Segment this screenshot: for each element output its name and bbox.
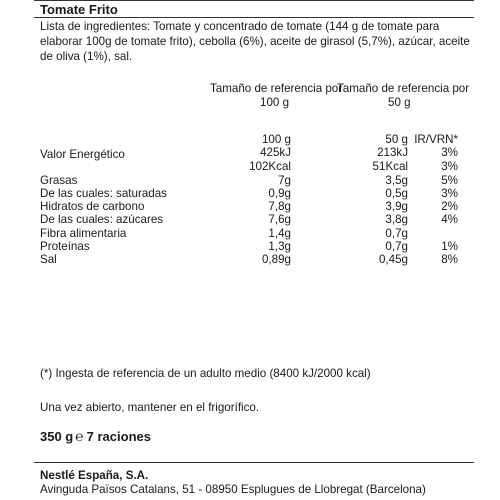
row-label: Sal [40,253,57,266]
title-rule [34,17,474,18]
storage-instructions: Una vez abierto, mantener en el frigorífico. [40,401,260,414]
row-value-100g: 7,6g [268,213,291,226]
row-value-100g: 102Kcal [249,160,291,173]
product-title: Tomate Frito [40,2,118,17]
divider [34,462,474,463]
row-value-ir: 1% [441,240,458,253]
row-value-ir: 3% [441,146,458,159]
row-label: De las cuales: saturadas [40,187,167,200]
row-label: Hidratos de carbono [40,200,145,213]
row-label: Fibra alimentaria [40,227,127,240]
row-value-50g: 0,7g [385,227,408,240]
company-name: Nestlé España, S.A. [40,469,149,482]
header-ref-50: Tamaño de referencia por [337,82,470,95]
company-address: Avinguda Països Catalans, 51 - 08950 Esplugues de Llobregat (Barcelona) [40,483,426,496]
row-value-ir: 8% [441,253,458,266]
row-value-50g: 213kJ [377,146,408,159]
row-value-100g: 0,89g [261,253,291,266]
row-value-100g: 7,8g [268,200,291,213]
row-value-100g: 0,9g [268,187,291,200]
subheader-50g: 50 g [385,133,408,146]
label-top-rule [34,0,474,1]
net-weight-quantity: 350 g [40,429,74,444]
ingredients-list: Lista de ingredientes: Tomate y concentrado de tomate (144 g de tomate para elaborar 100g de tomate frito), cebolla (6%), aceite de girasol (5,7%), azúcar, aceite de oliva (1%), sal. [40,20,470,63]
header-ref-100: Tamaño de referencia por [210,82,343,95]
row-value-100g: 1,4g [268,227,291,240]
row-label: Grasas [40,174,78,187]
header-ref-100-qty: 100 g [260,96,290,109]
row-value-100g: 7g [278,174,291,187]
estimated-sign-icon: ℮ [75,428,84,444]
row-value-100g: 425kJ [260,146,291,159]
row-value-50g: 3,5g [385,174,408,187]
row-value-ir: 2% [441,200,458,213]
subheader-100g: 100 g [261,133,291,146]
row-value-50g: 51Kcal [372,160,408,173]
row-value-50g: 0,45g [378,253,408,266]
row-value-50g: 3,9g [385,200,408,213]
row-label: Valor Energético [40,148,125,161]
row-label: Proteínas [40,240,90,253]
net-weight [40,429,151,444]
nutrition-footnote: (*) Ingesta de referencia de un adulto medio (8400 kJ/2000 kcal) [40,367,371,380]
row-value-ir: 3% [441,160,458,173]
row-label: De las cuales: azúcares [40,213,164,226]
row-value-ir: 5% [441,174,458,187]
row-value-ir: 3% [441,187,458,200]
row-value-100g: 1,3g [268,240,291,253]
row-value-50g: 0,7g [385,240,408,253]
portions: 7 raciones [86,429,151,444]
row-value-50g: 0,5g [385,187,408,200]
row-value-ir: 4% [441,213,458,226]
header-ref-50-qty: 50 g [388,96,411,109]
subheader-ir: IR/VRN* [414,133,458,146]
row-value-50g: 3,8g [385,213,408,226]
